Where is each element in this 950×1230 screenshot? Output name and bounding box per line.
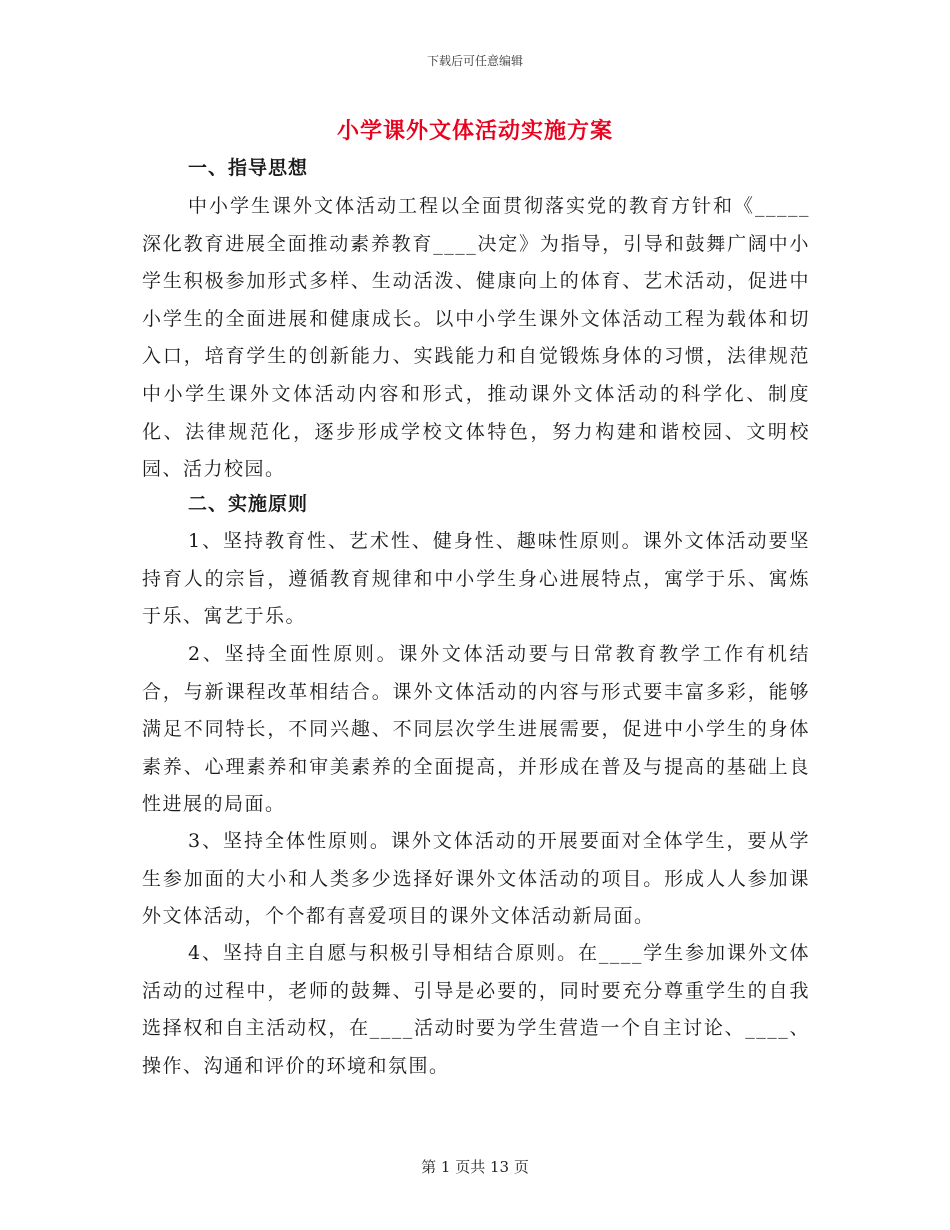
section-heading-principles: 二、实施原则 xyxy=(188,493,309,515)
paragraph-principle-4: 4、坚持自主自愿与积极引导相结合原则。在____学生参加课外文体活动的过程中，老师的鼓舞、引导是必要的，同时要充分尊重学生的自我选择权和自主活动权，在____活动时要为学生营造一个自主讨论、____、操作、沟通和评价的环境和氛围。 xyxy=(142,942,810,1077)
section-heading-guiding-ideology: 一、指导思想 xyxy=(188,157,309,179)
document-title: 小学课外文体活动实施方案 xyxy=(336,118,613,144)
paragraph-principle-2: 2、坚持全面性原则。课外文体活动要与日常教育教学工作有机结合，与新课程改革相结合。课外文体活动的内容与形式要丰富多彩，能够满足不同特长，不同兴趣、不同层次学生进展需要，促进中小学生的身体素养、心理素养和审美素养的全面提高，并形成在普及与提高的基础上良性进展的局面。 xyxy=(142,643,810,816)
paragraph-principle-3: 3、坚持全体性原则。课外文体活动的开展要面对全体学生，要从学生参加面的大小和人类多少选择好课外文体活动的项目。形成人人参加课外文体活动，个个都有喜爱项目的课外文体活动新局面。 xyxy=(142,830,810,928)
header-note: 下载后可任意编辑 xyxy=(426,54,523,68)
page-footer: 第 1 页共 13 页 xyxy=(421,1158,529,1176)
paragraph-principle-1: 1、坚持教育性、艺术性、健身性、趣味性原则。课外文体活动要坚持育人的宗旨，遵循教育规律和中小学生身心进展特点，寓学于乐、寓炼于乐、寓艺于乐。 xyxy=(142,530,810,628)
paragraph-guiding-ideology: 中小学生课外文体活动工程以全面贯彻落实党的教育方针和《_____深化教育进展全面推动素养教育____决定》为指导，引导和鼓舞广阔中小学生积极参加形式多样、生动活泼、健康向上的体育、艺术活动，促进中小学生的全面进展和健康成长。以中小学生课外文体活动工程为载体和切入口，培育学生的创新能力、实践能力和自觉锻炼身体的习惯，法律规范中小学生课外文体活动内容和形式，推动课外文体活动的科学化、制度化、法律规范化，逐步形成学校文体特色，努力构建和谐校园、文明校园、活力校园。 xyxy=(142,195,810,481)
